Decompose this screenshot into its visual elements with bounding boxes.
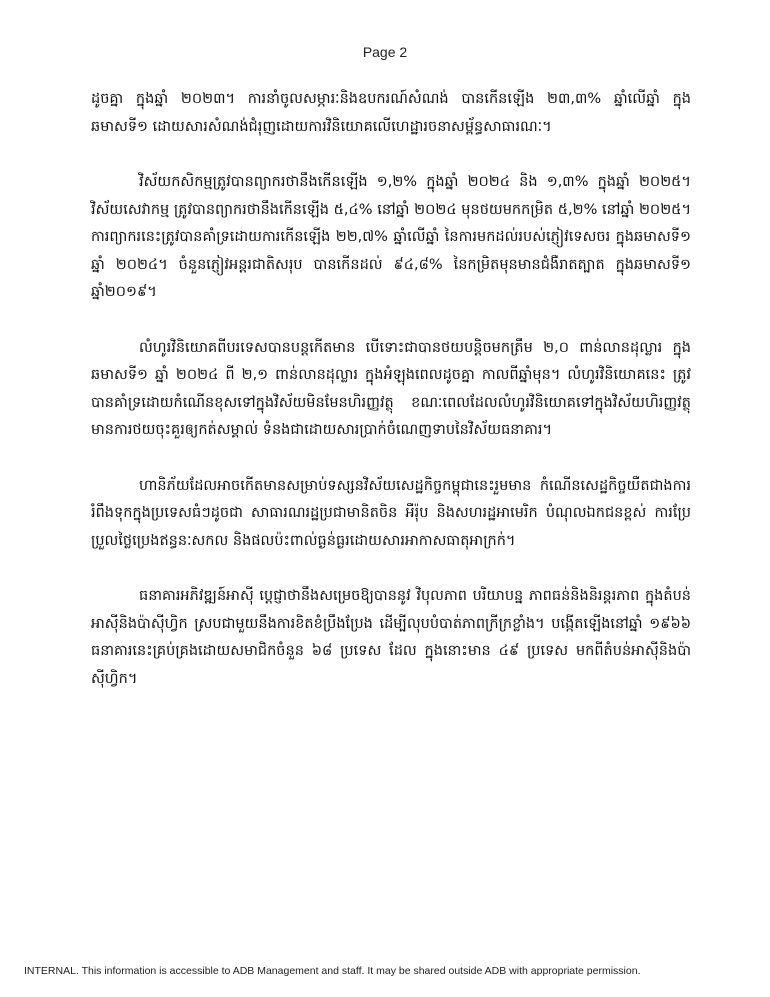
paragraph-construction-imports: ដូចគ្នា ក្នុងឆ្នាំ ២០២៣។ ការនាំចូលសម្ភារៈនិងឧបករណ៍សំណង់ បានកើនឡើង ២៣,៣% ឆ្នាំលើឆ្នាំ ក្នុងឆមាសទី១ ដោយសារសំណង់ជំរុញដោយការវិនិយោគលើហេដ្ឋារចនាសម្ព័ន្ធសាធារណៈ។ (91, 91, 691, 135)
paragraph-adb-about: ធនាគារអភិវឌ្ឍន៍អាស៊ី ប្តេជ្ញាថានឹងសម្រេចឱ្យបាននូវ វិបុលភាព បរិយាបន្ន ភាពធន់និងនិរន្តរភាព ក្នុងតំបន់អាស៊ីនិងប៉ាស៊ីហ្វិក ស្របជាមួយនឹងការខិតខំប្រឹងប្រែង ដើម្បីលុបបំបាត់ភាពក្រីក្រខ្លាំង។ បង្កើតឡើងនៅឆ្នាំ ១៩៦៦ ធនាគារនេះគ្រប់គ្រងដោយសមាជិកចំនួន ៦៨ ប្រទេស ដែល ក្នុងនោះមាន ៤៩ ប្រទេស មកពីតំបន់អាស៊ីនិងប៉ាស៊ីហ្វិក។ (91, 588, 691, 687)
paragraph-foreign-investment: លំហូរវិនិយោគពីបរទេសបានបន្តកើតមាន បើទោះជាបានថយបន្តិចមកត្រឹម ២,០ ពាន់លានដុល្លារ ក្នុងឆមាសទី១ ឆ្នាំ ២០២៤ ពី ២,១ ពាន់លានដុល្លារ ក្នុងអំឡុងពេលដូចគ្នា កាលពីឆ្នាំមុន។ លំហូរវិនិយោគនេះ ត្រូវបានគាំទ្រដោយកំណើនខុសទៅក្នុងវិស័យមិនមែនហិរញ្ញវត្ថុ ខណៈពេលដែលលំហូរវិនិយោគទៅក្នុងវិស័យហិរញ្ញវត្ថុមានការថយចុះគួរឲ្យកត់សម្គាល់ ទំនងជាដោយសារប្រាក់ចំណេញទាបនៃវិស័យធនាគារ។ (91, 339, 691, 438)
document-body (91, 86, 691, 721)
paragraph-risks: ហានិភ័យដែលអាចកើតមានសម្រាប់ទស្សនវិស័យសេដ្ឋកិច្ចកម្ពុជានេះរួមមាន កំណើនសេដ្ឋកិច្ចយឺតជាងការរំពឹងទុកក្នុងប្រទេសធំៗដូចជា សាធារណរដ្ឋប្រជាមានិតចិន អឺរ៉ុប និងសហរដ្ឋអាមេរិក បំណុលឯកជនខ្ពស់ ការប្រែប្រួលថ្លៃប្រេងឥន្ធនៈសកល និងផលប៉ះពាល់ធ្ងន់ធ្ងរដោយសារអាកាសធាតុអាក្រក់។ (91, 477, 691, 549)
paragraph-agriculture-services: វិស័យកសិកម្មត្រូវបានព្យាករថានឹងកើនឡើង ១,២% ក្នុងឆ្នាំ ២០២៤ និង ១,៣% ក្នុងឆ្នាំ ២០២៥។ វិស័យសេវាកម្ម ត្រូវបានព្យាករថានឹងកើនឡើង ៥,៤% នៅឆ្នាំ ២០២៤ មុនថយមកកម្រិត ៥,២% នៅឆ្នាំ ២០២៥។ ការព្យាករនេះត្រូវបានគាំទ្រដោយការកើនឡើង ២២,៧% ឆ្នាំលើឆ្នាំ នៃការមកដល់របស់ភ្ញៀវទេសចរ ក្នុងឆមាសទី១ ឆ្នាំ ២០២៤។ ចំនួនភ្ញៀវអន្តរជាតិសរុប បានកើនដល់ ៩៤,៨% នៃកម្រិតមុនមានជំងឺរាតត្បាត ក្នុងឆមាសទី១ ឆ្នាំ២០១៩។ (91, 174, 691, 300)
classification-footer: INTERNAL. This information is accessible to ADB Management and staff. It may be shared outside ADB with appropriate permission. (24, 965, 641, 977)
page-number: Page 2 (362, 44, 408, 60)
